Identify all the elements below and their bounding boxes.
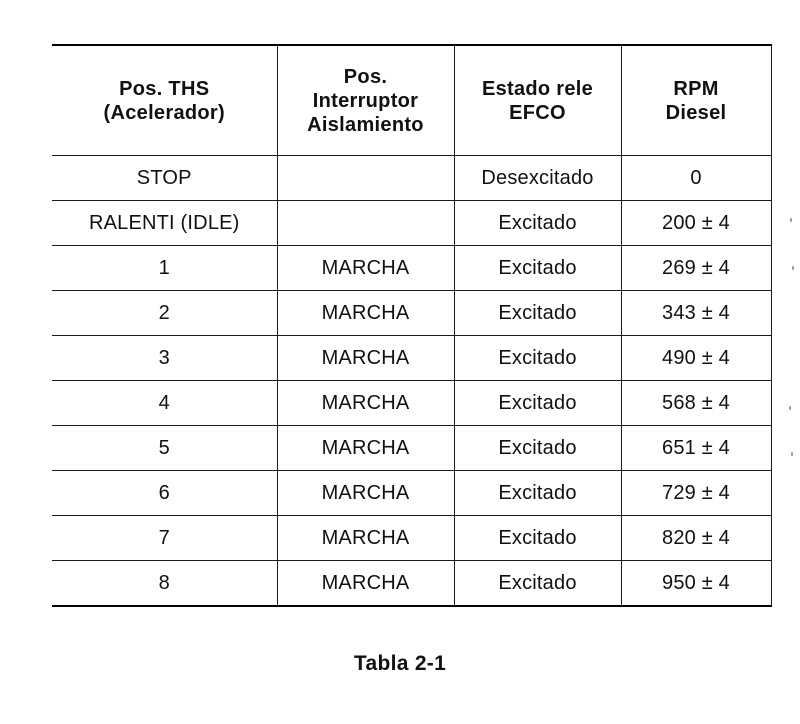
cell-isolation-switch: MARCHA xyxy=(277,246,454,291)
table-row xyxy=(52,246,771,291)
cell-ths-position: 6 xyxy=(52,471,277,516)
cell-isolation-switch: MARCHA xyxy=(277,561,454,607)
cell-ths-position: 3 xyxy=(52,336,277,381)
cell-isolation-switch: MARCHA xyxy=(277,426,454,471)
cell-efco-relay-state: Excitado xyxy=(454,381,621,426)
cell-rpm-diesel: 950 ± 4 xyxy=(621,561,771,607)
cell-rpm-diesel: 651 ± 4 xyxy=(621,426,771,471)
header-isolation-switch xyxy=(277,45,454,156)
table-caption: Tabla 2-1 xyxy=(353,652,447,675)
table-row xyxy=(52,201,771,246)
cell-ths-position: STOP xyxy=(52,156,277,201)
cell-rpm-diesel: 0 xyxy=(621,156,771,201)
rpm-table-container xyxy=(52,44,771,607)
cell-efco-relay-state: Excitado xyxy=(454,201,621,246)
cell-isolation-switch: MARCHA xyxy=(277,336,454,381)
scan-speck xyxy=(792,266,794,270)
cell-efco-relay-state: Excitado xyxy=(454,336,621,381)
table-row xyxy=(52,156,771,201)
header-line: Estado rele xyxy=(481,77,594,100)
cell-rpm-diesel: 269 ± 4 xyxy=(621,246,771,291)
header-rpm-diesel xyxy=(621,45,771,156)
cell-isolation-switch: MARCHA xyxy=(277,516,454,561)
cell-ths-position: 1 xyxy=(52,246,277,291)
header-line: Pos. THS xyxy=(119,77,210,100)
header-line: Diesel xyxy=(665,101,727,124)
table-row xyxy=(52,291,771,336)
header-ths-position xyxy=(52,45,277,156)
cell-ths-position: 4 xyxy=(52,381,277,426)
table-row xyxy=(52,381,771,426)
cell-rpm-diesel: 490 ± 4 xyxy=(621,336,771,381)
header-line: Interruptor xyxy=(312,89,419,112)
cell-efco-relay-state: Excitado xyxy=(454,426,621,471)
scan-speck xyxy=(790,218,792,222)
scan-speck xyxy=(789,406,791,410)
table-row xyxy=(52,561,771,607)
header-line: (Acelerador) xyxy=(103,101,225,124)
header-line: EFCO xyxy=(509,101,566,124)
cell-rpm-diesel: 200 ± 4 xyxy=(621,201,771,246)
cell-ths-position: 7 xyxy=(52,516,277,561)
table-row xyxy=(52,516,771,561)
cell-efco-relay-state: Excitado xyxy=(454,516,621,561)
cell-rpm-diesel: 820 ± 4 xyxy=(621,516,771,561)
cell-isolation-switch: MARCHA xyxy=(277,471,454,516)
cell-ths-position: 2 xyxy=(52,291,277,336)
cell-ths-position: 8 xyxy=(52,561,277,607)
header-line: Aislamiento xyxy=(307,113,424,136)
cell-isolation-switch xyxy=(277,156,454,201)
cell-efco-relay-state: Excitado xyxy=(454,561,621,607)
table-header-row xyxy=(52,45,771,156)
cell-efco-relay-state: Excitado xyxy=(454,291,621,336)
cell-isolation-switch xyxy=(277,201,454,246)
cell-rpm-diesel: 729 ± 4 xyxy=(621,471,771,516)
header-line: RPM xyxy=(673,77,719,100)
cell-rpm-diesel: 568 ± 4 xyxy=(621,381,771,426)
table-row xyxy=(52,336,771,381)
rpm-table xyxy=(52,44,772,607)
cell-efco-relay-state: Desexcitado xyxy=(454,156,621,201)
cell-isolation-switch: MARCHA xyxy=(277,381,454,426)
cell-efco-relay-state: Excitado xyxy=(454,471,621,516)
cell-efco-relay-state: Excitado xyxy=(454,246,621,291)
header-efco-relay-state xyxy=(454,45,621,156)
cell-ths-position: 5 xyxy=(52,426,277,471)
cell-ths-position: RALENTI (IDLE) xyxy=(52,201,277,246)
cell-rpm-diesel: 343 ± 4 xyxy=(621,291,771,336)
cell-isolation-switch: MARCHA xyxy=(277,291,454,336)
table-row xyxy=(52,426,771,471)
table-row xyxy=(52,471,771,516)
header-line: Pos. xyxy=(343,65,388,88)
scan-speck xyxy=(791,452,793,456)
